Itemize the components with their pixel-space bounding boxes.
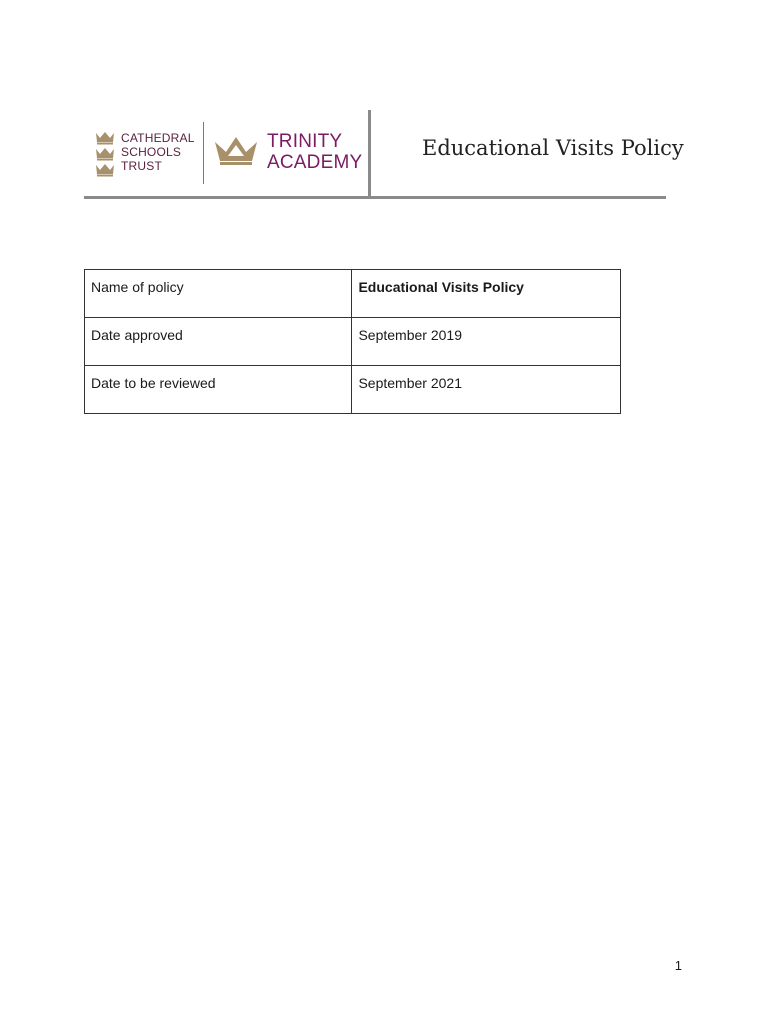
- logo-block: [94, 128, 364, 188]
- document-header: [84, 110, 684, 200]
- date-approved-value: September 2019: [352, 318, 621, 366]
- header-rule: [84, 196, 666, 199]
- cst-logo-line: TRUST: [121, 159, 162, 173]
- review-date-value: September 2021: [352, 366, 621, 414]
- document-title: Educational Visits Policy: [422, 136, 684, 160]
- trinity-logo-line: TRINITY: [267, 131, 343, 152]
- cst-logo-line: SCHOOLS: [121, 145, 182, 159]
- review-date-label: Date to be reviewed: [85, 366, 352, 414]
- policy-info-table: [84, 269, 621, 414]
- date-approved-label: Date approved: [85, 318, 352, 366]
- cst-logo-line: CATHEDRAL: [121, 131, 195, 145]
- page-number: 1: [674, 958, 682, 973]
- policy-name-label: Name of policy: [85, 270, 352, 318]
- policy-name-value: Educational Visits Policy: [352, 270, 621, 318]
- cathedral-schools-trust-logo-text: [121, 131, 195, 173]
- table-row: [85, 270, 621, 318]
- header-divider: [368, 110, 371, 197]
- table-row: [85, 366, 621, 414]
- trinity-logo-line: ACADEMY: [267, 152, 363, 173]
- trinity-academy-crown-icon: [214, 136, 258, 166]
- table-row: [85, 318, 621, 366]
- trinity-academy-logo-text: [267, 131, 362, 173]
- logo-divider: [203, 122, 204, 184]
- cathedral-schools-trust-crown-icon: [94, 130, 116, 178]
